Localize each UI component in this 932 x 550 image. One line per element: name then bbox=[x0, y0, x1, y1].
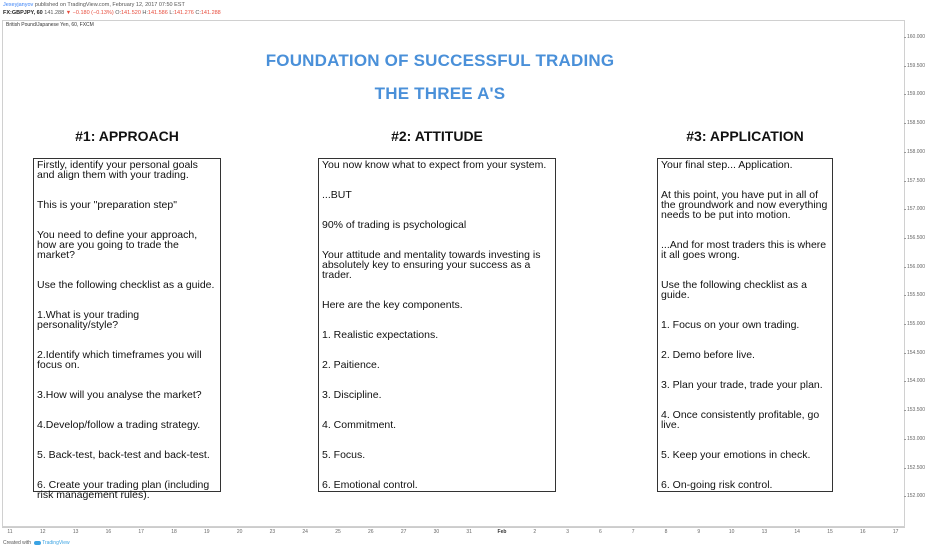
open-prefix: O: bbox=[115, 10, 121, 16]
textbox-line: 6. On-going risk control. bbox=[661, 479, 773, 491]
textbox-line: Your final step... Application. bbox=[661, 159, 793, 171]
time-tick: 15 bbox=[827, 529, 833, 535]
textbox-line: 3. Plan your trade, trade your plan. bbox=[661, 379, 823, 391]
price-tick: 154.000 bbox=[907, 378, 926, 385]
time-tick: 30 bbox=[433, 529, 440, 535]
price-tick: 158.000 bbox=[907, 148, 926, 155]
footer bbox=[3, 540, 70, 550]
price-tick: 153.000 bbox=[907, 435, 926, 442]
textbox-line: 6. Create your trading plan (including risk management rules). bbox=[37, 479, 210, 501]
sub-title: THE THREE A'S bbox=[374, 84, 506, 103]
textbox-line: Use the following checklist as a guide. bbox=[37, 279, 215, 291]
textbox-line: You now know what to expect from your system. bbox=[322, 159, 547, 171]
textbox-line: 2. Demo before live. bbox=[661, 349, 755, 361]
textbox-line: Firstly, identify your personal goals and align them with your trading. bbox=[37, 159, 198, 181]
quote-change: ▼ −0.180 (−0.13%) bbox=[65, 10, 114, 16]
high-value: 141.586 bbox=[147, 10, 168, 16]
approach-textbox[interactable] bbox=[33, 158, 221, 501]
time-tick: 13 bbox=[72, 529, 79, 535]
price-tick: 159.500 bbox=[907, 62, 926, 69]
price-tick: 158.500 bbox=[907, 120, 926, 127]
time-tick: 9 bbox=[697, 529, 701, 535]
textbox-line: 5. Back-test, back-test and back-test. bbox=[37, 449, 210, 461]
textbox-line: 1.What is your trading personality/style? bbox=[37, 309, 140, 331]
textbox-line: Your attitude and mentality towards investing is absolutely key to ensuring your success as a trader. bbox=[322, 249, 541, 281]
time-tick: 6 bbox=[599, 529, 602, 535]
textbox-line: 1. Focus on your own trading. bbox=[661, 319, 800, 331]
price-tick: 152.000 bbox=[907, 493, 926, 500]
textbox-line: 90% of trading is psychological bbox=[322, 219, 467, 231]
textbox-line: 6. Emotional control. bbox=[322, 479, 418, 491]
textbox-line: You need to define your approach, how are you going to trade the market? bbox=[37, 229, 198, 261]
time-tick: 12 bbox=[40, 529, 46, 535]
symbol-quote bbox=[3, 10, 221, 17]
price-tick: 156.500 bbox=[907, 234, 926, 241]
attitude-heading: #2: ATTITUDE bbox=[391, 128, 483, 144]
textbox-line: 1. Realistic expectations. bbox=[322, 329, 439, 341]
time-tick: 24 bbox=[302, 529, 308, 535]
textbox-line: 5. Focus. bbox=[322, 449, 366, 461]
tradingview-logo-icon bbox=[34, 541, 41, 545]
open-value: 141.520 bbox=[121, 10, 141, 16]
created-with-label: Created with bbox=[3, 540, 32, 546]
time-tick: Feb bbox=[497, 529, 507, 535]
price-tick: 155.000 bbox=[907, 321, 926, 327]
textbox-line: 5. Keep your emotions in check. bbox=[661, 449, 811, 461]
close-prefix: C: bbox=[195, 10, 201, 16]
application-heading: #3: APPLICATION bbox=[686, 128, 804, 144]
publish-info bbox=[3, 2, 185, 9]
time-tick: 2 bbox=[533, 529, 537, 535]
time-tick: 26 bbox=[368, 529, 374, 535]
price-axis[interactable] bbox=[905, 20, 932, 527]
textbox-line: At this point, you have put in all of the groundwork and now everything needs to be put into motion. bbox=[661, 189, 828, 221]
price-tick: 154.500 bbox=[907, 349, 926, 356]
textbox-line: Use the following checklist as a guide. bbox=[661, 279, 807, 301]
time-tick: 8 bbox=[664, 529, 668, 535]
textbox-line: ...And for most traders this is where it all goes wrong. bbox=[661, 239, 827, 261]
price-tick: 157.500 bbox=[907, 177, 926, 184]
price-tick: 156.000 bbox=[907, 263, 926, 270]
time-tick: 25 bbox=[335, 529, 341, 535]
textbox-line: 2.Identify which timeframes you will focus on. bbox=[37, 349, 202, 371]
price-tick: 152.500 bbox=[907, 464, 926, 471]
time-tick: 17 bbox=[138, 529, 144, 535]
textbox-line: ...BUT bbox=[322, 189, 352, 201]
time-tick: 19 bbox=[204, 529, 210, 535]
price-tick: 160.000 bbox=[907, 34, 926, 40]
time-tick: 18 bbox=[171, 529, 177, 535]
textbox-line: 4.Develop/follow a trading strategy. bbox=[37, 419, 201, 431]
price-tick: 159.000 bbox=[907, 91, 926, 98]
time-tick: 16 bbox=[105, 529, 112, 535]
time-axis[interactable] bbox=[2, 527, 905, 540]
author-link[interactable]: Jexeyjanyov bbox=[3, 2, 34, 8]
high-prefix: H: bbox=[142, 10, 148, 16]
application-textbox[interactable] bbox=[657, 158, 833, 492]
tradingview-brand[interactable]: TradingView bbox=[42, 540, 70, 546]
textbox-line: Here are the key components. bbox=[322, 299, 463, 311]
time-tick: 23 bbox=[269, 529, 276, 535]
symbol-label: FX:GBPJPY, 60 bbox=[3, 10, 43, 16]
main-title: FOUNDATION OF SUCCESSFUL TRADING bbox=[265, 51, 615, 70]
time-tick: 14 bbox=[794, 529, 800, 535]
time-tick: 11 bbox=[7, 529, 13, 535]
time-tick: 31 bbox=[466, 529, 472, 535]
low-value: 141.276 bbox=[173, 10, 194, 16]
low-prefix: L: bbox=[169, 10, 174, 16]
publish-date: published on TradingView.com, February 12, 2017 07:50 EST bbox=[34, 2, 185, 8]
textbox-line: 3.How will you analyse the market? bbox=[37, 389, 202, 401]
close-value: 141.288 bbox=[200, 10, 221, 16]
price-tick: 155.500 bbox=[907, 292, 926, 299]
symbol-description: British Pound/Japanese Yen, 60, FXCM bbox=[6, 22, 94, 28]
textbox-line: This is your "preparation step" bbox=[37, 199, 177, 211]
time-tick: 3 bbox=[566, 529, 569, 535]
time-tick: 7 bbox=[631, 529, 635, 535]
last-price: 141.288 bbox=[44, 10, 65, 16]
time-tick: 17 bbox=[892, 529, 899, 535]
time-tick: 16 bbox=[860, 529, 866, 535]
attitude-textbox[interactable] bbox=[318, 158, 556, 492]
time-tick: 10 bbox=[728, 529, 735, 535]
publish-header bbox=[0, 0, 932, 20]
textbox-line: 4. Once consistently profitable, go live. bbox=[661, 409, 820, 431]
time-tick: 13 bbox=[761, 529, 768, 535]
price-tick: 153.500 bbox=[907, 407, 926, 414]
price-tick: 157.000 bbox=[907, 206, 926, 213]
textbox-line: 4. Commitment. bbox=[322, 419, 397, 431]
time-tick: 20 bbox=[236, 529, 243, 535]
textbox-line: 3. Discipline. bbox=[322, 389, 382, 401]
textbox-line: 2. Paitience. bbox=[322, 359, 380, 371]
approach-heading: #1: APPROACH bbox=[75, 128, 179, 144]
time-tick: 27 bbox=[400, 529, 407, 535]
